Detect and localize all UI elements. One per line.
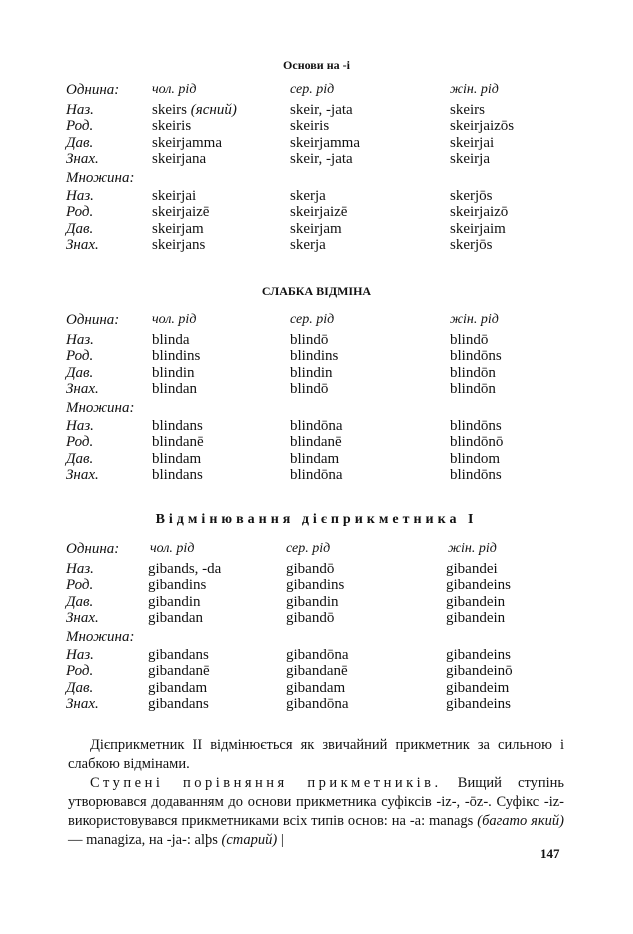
case-label: Наз. (66, 417, 94, 434)
form-neut: blindōna (290, 417, 343, 434)
gender-masc-header: чол. рід (152, 82, 197, 97)
form-masc: blinda (152, 331, 190, 348)
form-masc: gibandans (148, 646, 209, 663)
gender-fem-header: жін. рід (450, 312, 499, 327)
participle-declension-table (66, 541, 566, 713)
form-fem: blindōnō (450, 434, 504, 450)
plural-label-row (66, 627, 566, 647)
form-neut: skeirjam (290, 220, 342, 237)
case-label: Род. (66, 577, 94, 593)
form-fem: gibandeinō (446, 663, 513, 679)
form-masc: blindans (152, 417, 203, 434)
table-row (66, 221, 566, 238)
table-header-row (66, 541, 566, 558)
table-header-row (66, 312, 566, 329)
gender-neut-header: сер. рід (286, 541, 331, 556)
form-masc: skeiris (152, 118, 192, 134)
case-label: Наз. (66, 187, 94, 204)
form-fem: blindōn (450, 381, 496, 397)
case-label: Знах. (66, 467, 99, 483)
form-fem: blindom (450, 450, 501, 467)
form-fem: blindōns (450, 348, 502, 364)
table-row (66, 204, 566, 221)
gloss: (старий) (221, 832, 278, 848)
body-text (68, 736, 564, 850)
gender-neut-header: сер. рід (290, 82, 335, 97)
paragraph-text: — managiza, на -ja-: alþs (68, 832, 222, 848)
form-neut: skeiris (290, 118, 330, 134)
form-fem: skeirjai (450, 134, 495, 151)
form-fem: skeirs (450, 101, 485, 118)
form-masc: skeirs (ясний) (152, 101, 237, 118)
form-masc: gibandin (148, 593, 201, 610)
form-fem: skeirjaizō (450, 204, 509, 220)
form-fem: skeirjaim (450, 220, 506, 237)
table-row (66, 451, 566, 468)
case-label: Знах. (66, 696, 99, 712)
table-row (66, 696, 566, 713)
plural-label: Множина: (66, 169, 135, 186)
form-masc: skeirjamma (152, 134, 222, 151)
plural-label: Множина: (66, 399, 135, 416)
table-row (66, 348, 566, 365)
form-fem: gibandeins (446, 577, 511, 593)
form-masc: blindam (152, 450, 202, 467)
form-fem: gibandeins (446, 696, 511, 712)
form-fem: blindōn (450, 364, 496, 381)
weak-declension-title: СЛАБКА ВІДМІНА (261, 284, 372, 298)
case-label: Дав. (66, 593, 94, 610)
form-neut: blindins (290, 348, 339, 364)
form-masc: blindan (152, 381, 197, 397)
form-masc: gibandanē (148, 663, 210, 679)
form-neut: skerja (290, 187, 326, 204)
case-label: Знах. (66, 151, 99, 167)
case-label: Наз. (66, 646, 94, 663)
table-row (66, 647, 566, 664)
form-masc: gibandans (148, 696, 209, 712)
form-neut: blindōna (290, 467, 343, 483)
gender-neut-header: сер. рід (290, 312, 335, 327)
form-neut: gibandō (286, 560, 335, 577)
form-fem: skerjōs (450, 187, 493, 204)
table-row (66, 680, 566, 697)
form-fem: gibandeins (446, 646, 511, 663)
form-masc: skeirjana (152, 151, 207, 167)
table-row (66, 663, 566, 680)
table-row (66, 365, 566, 382)
table-header-row (66, 82, 566, 99)
case-label: Род. (66, 204, 94, 220)
form-masc: blindin (152, 364, 195, 381)
participle-declension-title: Відмінювання дієприкметника I (155, 512, 478, 527)
form-neut: blindō (290, 331, 329, 348)
case-label: Дав. (66, 220, 94, 237)
form-fem: gibandeim (446, 679, 510, 696)
form-neut: skeirjaizē (290, 204, 348, 220)
form-masc: skeirjam (152, 220, 204, 237)
table-row (66, 237, 566, 254)
table-row (66, 467, 566, 484)
case-label: Знах. (66, 381, 99, 397)
form-masc: skeirjaizē (152, 204, 210, 220)
form-masc: skeirjans (152, 237, 206, 253)
form-neut: gibandō (286, 610, 335, 626)
case-label: Род. (66, 118, 94, 134)
form-neut: skerja (290, 237, 326, 253)
case-label: Род. (66, 348, 94, 364)
table-row (66, 577, 566, 594)
table-row (66, 381, 566, 398)
form-masc: blindins (152, 348, 201, 364)
page-number: 147 (540, 846, 560, 861)
case-label: Дав. (66, 679, 94, 696)
number-label: Однина: (66, 82, 120, 98)
paragraph-text: Вищий ступінь утворювався додаванням до основи прикметника суфіксів -iz-, -ōz-. Суфікс -iz- використовувався прикметниками всіх типів основ: на -a: manags (68, 775, 564, 829)
form-fem: blindōns (450, 417, 502, 434)
form-neut: gibandam (286, 679, 346, 696)
gender-masc-header: чол. рід (152, 312, 197, 327)
form-neut: skeirjamma (290, 134, 360, 151)
table-row (66, 118, 566, 135)
form-neut: skeir, -jata (290, 151, 353, 167)
form-fem: blindō (450, 331, 489, 348)
form-neut: blindō (290, 381, 329, 397)
case-label: Дав. (66, 364, 94, 381)
form-neut: gibandin (286, 593, 339, 610)
form-fem: skeirjaizōs (450, 118, 515, 134)
form-neut: blindam (290, 450, 340, 467)
gloss: (багато який) (477, 813, 564, 829)
form-masc: blindanē (152, 434, 204, 450)
number-label: Однина: (66, 541, 120, 557)
case-label: Знах. (66, 610, 99, 626)
form-masc: gibandam (148, 679, 208, 696)
case-label: Наз. (66, 101, 94, 118)
table-row (66, 434, 566, 451)
gender-fem-header: жін. рід (450, 82, 499, 97)
table-row (66, 610, 566, 627)
gender-masc-header: чол. рід (150, 541, 195, 556)
form-fem: gibandein (446, 610, 506, 626)
form-fem: blindōns (450, 467, 502, 483)
form-masc: gibands, -da (148, 560, 222, 577)
running-head: Основи на -i (283, 58, 350, 72)
paragraph-lead-in: Ступені порівняння прикметників. (90, 775, 442, 791)
table-row (66, 561, 566, 578)
form-neut: gibandins (286, 577, 345, 593)
table-row (66, 418, 566, 435)
plural-label-row (66, 168, 566, 188)
table-row (66, 332, 566, 349)
form-neut: gibandōna (286, 696, 349, 712)
form-neut: blindin (290, 364, 333, 381)
strong-declension-table (66, 82, 566, 254)
form-fem: gibandein (446, 593, 506, 610)
form-fem: gibandei (446, 560, 498, 577)
form-masc: gibandan (148, 610, 203, 626)
paragraph-comparison (68, 774, 564, 850)
form-neut: gibandanē (286, 663, 348, 679)
form-masc: blindans (152, 467, 203, 483)
plural-label: Множина: (66, 628, 135, 645)
case-label: Род. (66, 434, 94, 450)
form-fem: skeirja (450, 151, 490, 167)
form-masc: gibandins (148, 577, 207, 593)
table-row (66, 151, 566, 168)
table-row (66, 135, 566, 152)
case-label: Род. (66, 663, 94, 679)
table-row (66, 188, 566, 205)
gender-fem-header: жін. рід (448, 541, 497, 556)
form-neut: blindanē (290, 434, 342, 450)
case-label: Наз. (66, 331, 94, 348)
form-neut: skeir, -jata (290, 101, 353, 118)
gloss: (ясний) (190, 101, 237, 118)
table-row (66, 594, 566, 611)
case-label: Дав. (66, 450, 94, 467)
number-label: Однина: (66, 312, 120, 328)
form-neut: gibandōna (286, 646, 349, 663)
table-row (66, 102, 566, 119)
form-masc: skeirjai (152, 187, 197, 204)
paragraph-text: | (277, 832, 284, 848)
plural-label-row (66, 398, 566, 418)
weak-declension-table (66, 312, 566, 484)
case-label: Знах. (66, 237, 99, 253)
form-fem: skerjōs (450, 237, 493, 253)
case-label: Наз. (66, 560, 94, 577)
paragraph-participle-ii: Дієприкметник II відмінюється як звичайний прикметник за сильною і слабкою відмінами. (68, 737, 564, 772)
case-label: Дав. (66, 134, 94, 151)
